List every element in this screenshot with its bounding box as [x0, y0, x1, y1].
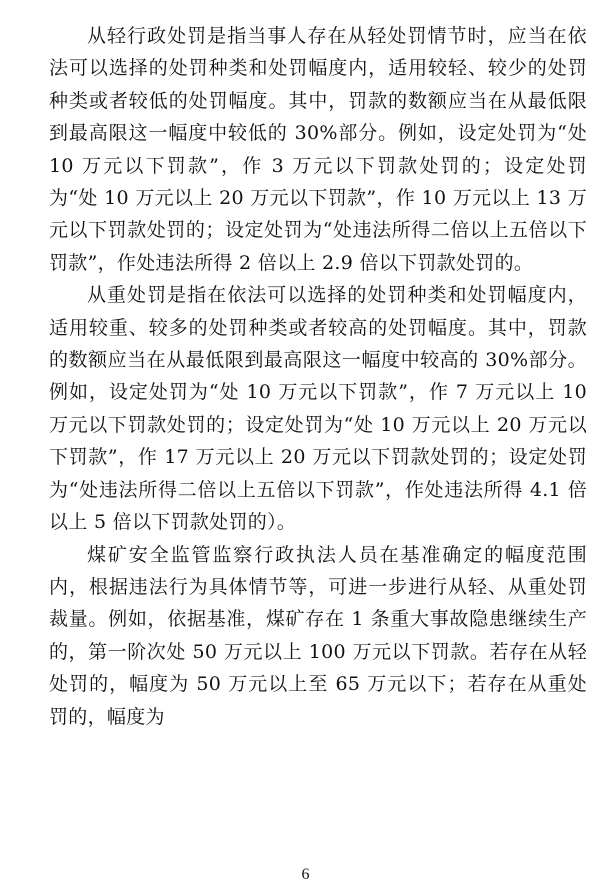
document-body [49, 20, 587, 733]
paragraph-heavier-penalty: 从重处罚是指在依法可以选择的处罚种类和处罚幅度内，适用较重、较多的处罚种类或者较高的处罚幅度。其中，罚款的数额应当在从最低限到最高限这一幅度中较高的 30%部分。例如，设定处罚为“处 10 万元以下罚款”，作 7 万元以上 10 万元以下罚款处罚的；设定处罚为“处 10 万元以上 20 万元以下罚款”，作 17 万元以上 20 万元以下罚款处罚的；设定处罚为“处违法所得二倍以上五倍以下罚款”，作处违法所得 4.1 倍以上 5 倍以下罚款处罚的）。 [49, 284, 587, 534]
paragraph-discretion-example: 煤矿安全监管监察行政执法人员在基准确定的幅度范围内，根据违法行为具体情节等，可进一步进行从轻、从重处罚裁量。例如，依据基准，煤矿存在 1 条重大事故隐患继续生产的，第一阶次处 50 万元以上 100 万元以下罚款。若存在从轻处罚的，幅度为 50 万元以上至 65 万元以下；若存在从重处罚的，幅度为 [49, 543, 587, 728]
paragraph-lenient-penalty: 从轻行政处罚是指当事人存在从轻处罚情节时，应当在依法可以选择的处罚种类和处罚幅度内，适用较轻、较少的处罚种类或者较低的处罚幅度。其中，罚款的数额应当在从最低限到最高限这一幅度中较低的 30%部分。例如，设定处罚为“处 10 万元以下罚款”，作 3 万元以下罚款处罚的；设定处罚为“处 10 万元以上 20 万元以下罚款”，作 10 万元以上 13 万元以下罚款处罚的；设定处罚为“处违法所得二倍以上五倍以下罚款”，作处违法所得 2 倍以上 2.9 倍以下罚款处罚的。 [49, 25, 587, 274]
page-number: 6 [301, 866, 310, 883]
